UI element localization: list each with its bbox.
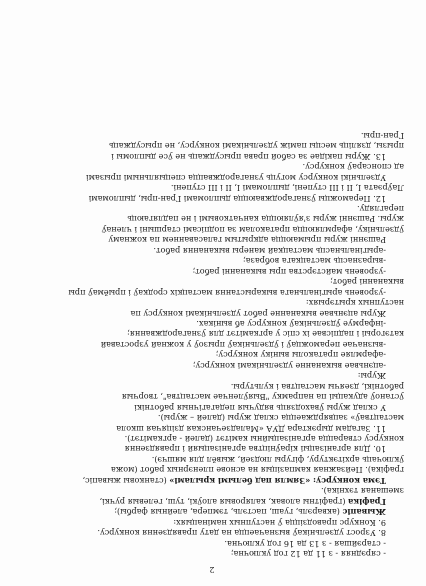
bold-lead: Тэма конкурсу: «Зямля пад белымі крыламі» — [169, 475, 386, 486]
text-line: 12. Пераможцы ўзнагароджваюцца дыпломамі Гран-пры, дыпломамі — [88, 193, 386, 204]
text-line: ад спонсараў конкурсу. — [302, 162, 404, 173]
text-line: Тэма конкурсу: «Зямля пад белымі крыламі» (станковы жывапіс, — [82, 475, 386, 486]
text-line: катэгорыі і падпісвае іх спіс у аргкамітэт для ўзнагароджвання; — [127, 329, 404, 340]
text-line: - старэйшая - з 13 да 16 год уключна. — [224, 538, 386, 549]
text-line: Рашэнні журы прымаюцца адкрытым галасаваннем па кожнаму — [108, 235, 386, 246]
document-body — [20, 130, 404, 574]
text-line: - сярэдняя - з 11 да 12 год уключна; — [230, 549, 386, 559]
text-line: Гран-пры. — [360, 130, 404, 141]
text-line: 11. Загадам дырэктара ДУА «Маладзечанская дзіцячая школа — [116, 423, 386, 434]
text-line: ўключаць архітэктуру, фігуры людзей, жывёл для мяшчэ). — [151, 454, 404, 465]
text-lines — [20, 130, 404, 559]
text-line: выкананні работ; — [329, 277, 404, 288]
text-line: журы. Рашэнні журы з'яўляюцца канчатковымі і не падлягаюць — [127, 214, 404, 225]
text-line: -вызначае пераможцаў і ўдзельнікаў прызоў у кожнай узроставай — [100, 339, 386, 350]
text-line: У склад журы ўваходзяць вядучыя педагагічныя работнікі — [134, 402, 386, 413]
text-line: перагляду. — [357, 204, 404, 215]
text-line: -выразнасць мастацкага вобраза; — [242, 256, 386, 267]
text-line: ўдзельніку, афармляюцца пратаколам за подпісамі старшыні і членаў — [101, 224, 404, 235]
text-line: прызы, дзяліць месцы паміж удзельнікамі конкурсу, не прысуджаць — [109, 141, 404, 152]
text-line: 13. Журы пакідае за сабой права прысуджаць не ўсе дыпломы і — [111, 151, 386, 162]
text-line: Лаўрэата І, ІІ і ІІІ ступені, дыпломамі І, ІІ і ІІІ ступені. — [170, 183, 404, 194]
text-line: -арыгінальнасць мастацкай манеры выканання работ. — [153, 245, 386, 256]
text-line: Журы ацэньвае выкананне работ удзельнікамі конкурсу па — [130, 308, 386, 319]
text-line: Графіка (графітны аловак, каляровыя алоўкі, туш, гелевыя ручкі, — [99, 496, 386, 507]
bold-lead: Графіка — [348, 496, 386, 507]
text-line: 9. Конкурс праводзіцца ў наступных намінацыях: — [173, 517, 386, 528]
text-line: 8. Узрост удзельнікаў вызначаецца на дату правядзення конкурсу. — [97, 528, 386, 539]
page-number: 2 — [209, 565, 215, 574]
text-line: графіка). Пейзажная кампазіцыя на аснове пленэрных работ (можа — [110, 465, 404, 476]
text-line: 10. Для арганізацыі кіраўніцтва арганізацыяй і правядзення — [124, 444, 386, 455]
text-line: -узровень арыгінальнага выкарыстання мастацкіх сродкаў і прыёмаў пры — [68, 287, 386, 298]
text-line: змешаная тэхніка). — [321, 486, 404, 497]
text-line: работнікі, дзеячы мастацтва і культуры. — [230, 381, 404, 392]
text-line: мастацтваў» зацвярджаецца склад журы (далей – журы). — [157, 413, 404, 424]
text-line: Жывапіс (акварэль, гуаш, пастэль, тэмпера, алейныя фарбы); — [114, 507, 386, 518]
bold-lead: Жывапіс — [342, 507, 386, 518]
text-line: -ацэньвае выкананне удзельнікамі конкурсу; — [192, 360, 386, 371]
text-line: наступных крытэрыях: — [305, 298, 404, 309]
text-line: конкурсу стварацца арганізацыйны камітэт (далей - аргкамітэт). — [124, 434, 404, 445]
text-line: Удзельнікі конкурсу могуць узнагароджвацца спецыяльнымі прызамі — [86, 172, 386, 183]
text-line: -узровень майстэрства пры выкананні работ; — [192, 266, 386, 277]
text-line: -інфармуе ўдзельнікаў конкурсу аб выніках. — [196, 319, 386, 330]
text-line: ўстаноў адукацыі па напрамку "Выяўленчае мастацтва", творчыя — [121, 392, 404, 403]
text-line: Журы: — [357, 371, 386, 382]
text-line: -афармляе пратаколы выніку конкурсу; — [215, 350, 386, 361]
